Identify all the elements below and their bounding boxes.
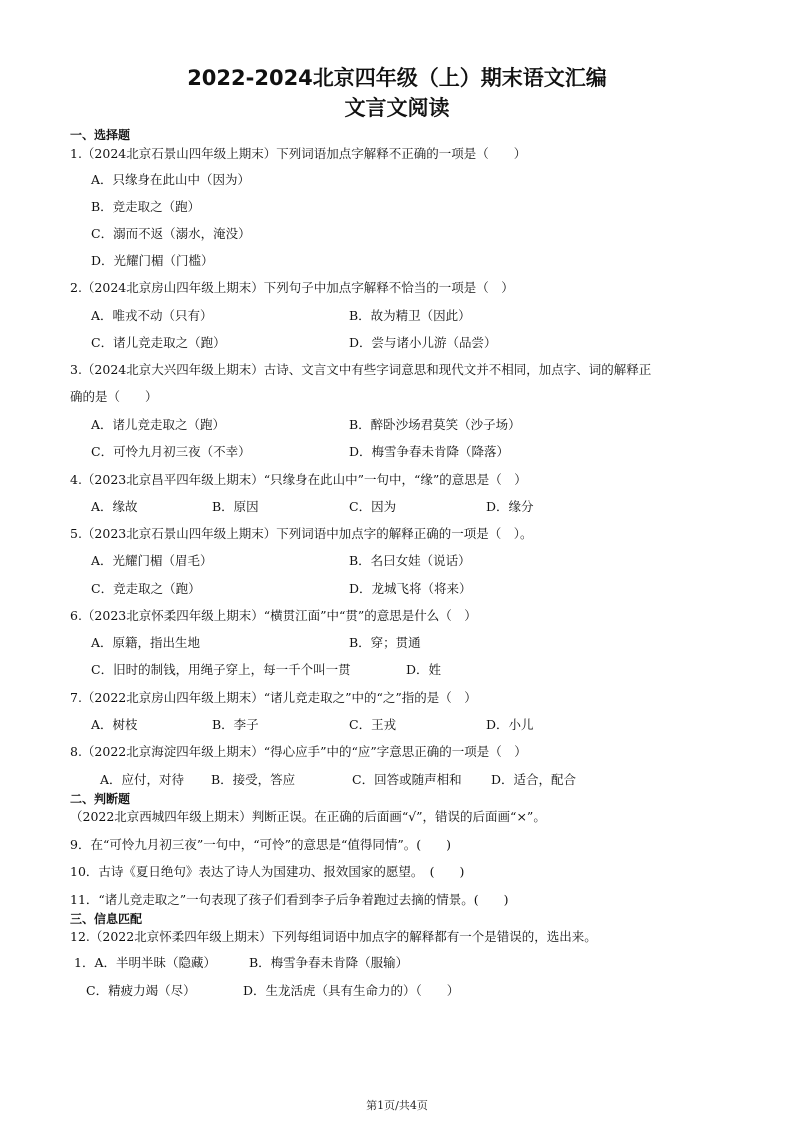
question-7-stem: 7.（2022北京房山四年级上期末）“诸儿竞走取之”中的“之”指的是（ ） <box>70 690 477 705</box>
question-5-option-a: A．光耀门楣（眉毛） <box>91 553 213 568</box>
question-9: 9．在“可怜九月初三夜”一句中，“可怜”的意思是“值得同情”。( ) <box>70 837 452 852</box>
question-12-option-a: 1．A．半明半昧（隐藏） <box>74 955 216 970</box>
question-11: 11．“诸儿竞走取之”一句表现了孩子们看到李子后争着跑过去摘的情景。( ) <box>70 892 509 907</box>
question-4-option-a: A．缘故 <box>91 499 138 514</box>
question-3-option-b: B．醉卧沙场君莫笑（沙子场） <box>349 417 521 432</box>
question-7-option-a: A．树枝 <box>91 717 138 732</box>
question-12-stem: 12.（2022北京怀柔四年级上期末）下列每组词语中加点字的解释都有一个是错误的，选出来。 <box>70 929 597 944</box>
question-4-option-b: B．原因 <box>212 499 259 514</box>
question-8-option-b: B．接受，答应 <box>211 772 296 787</box>
question-4-option-d: D．缘分 <box>486 499 534 514</box>
question-10: 10．古诗《夏日绝句》表达了诗人为国建功、报效国家的愿望。 ( ) <box>70 864 465 879</box>
question-2-option-c: C．诸儿竞走取之（跑） <box>91 335 226 350</box>
page-footer: 第1页/共4页 <box>366 1099 428 1112</box>
question-8-option-d: D．适合，配合 <box>491 772 577 787</box>
section-heading-match: 三、信息匹配 <box>70 912 143 926</box>
question-2-option-a: A．唯戎不动（只有） <box>91 308 213 323</box>
question-3-option-d: D．梅雪争春未肯降（降落） <box>349 444 510 459</box>
question-5-option-d: D．龙城飞将（将来） <box>349 581 472 596</box>
question-3-stem: 3.（2024北京大兴四年级上期末）古诗、文言文中有些字词意思和现代文并不相同，加点字、词的解释正 <box>70 362 652 377</box>
section-heading-choice: 一、选择题 <box>70 128 131 142</box>
question-7-option-b: B．李子 <box>212 717 259 732</box>
question-5-option-b: B．名曰女娃（说话） <box>349 553 471 568</box>
question-5-option-c: C．竞走取之（跑） <box>91 581 201 596</box>
question-3-option-c: C．可怜九月初三夜（不幸） <box>91 444 251 459</box>
question-2-option-b: B．故为精卫（因此） <box>349 308 471 323</box>
question-1-option-b: B．竞走取之（跑） <box>91 199 201 214</box>
question-6-option-d: D．姓 <box>406 662 442 677</box>
question-8-option-c: C．回答或随声相和 <box>352 772 462 787</box>
question-6-option-c: C．旧时的制钱，用绳子穿上，每一千个叫一贯 <box>91 662 351 677</box>
question-4-stem: 4.（2023北京昌平四年级上期末）“只缘身在此山中”一句中，“缘”的意思是（ ） <box>70 472 527 487</box>
question-2-option-d: D．尝与诸小儿游（品尝） <box>349 335 497 350</box>
question-2-stem: 2.（2024北京房山四年级上期末）下列句子中加点字解释不恰当的一项是（ ） <box>70 280 514 295</box>
question-1-option-c: C．溺而不返（溺水，淹没） <box>91 226 251 241</box>
question-8-option-a: A．应付，对待 <box>100 772 185 787</box>
question-1-stem: 1.（2024北京石景山四年级上期末）下列词语加点字解释不正确的一项是（ ） <box>70 146 527 161</box>
question-7-option-d: D．小儿 <box>486 717 534 732</box>
question-1-option-a: A．只缘身在此山中（因为） <box>91 172 251 187</box>
page-title: 2022-2024北京四年级（上）期末语文汇编 <box>187 66 607 90</box>
page-subtitle: 文言文阅读 <box>344 96 450 120</box>
question-8-stem: 8.（2022北京海淀四年级上期末）“得心应手”中的“应”字意思正确的一项是（ ） <box>70 744 527 759</box>
judge-intro: （2022北京西城四年级上期末）判断正误。在正确的后面画“√”，错误的后面画“×”。 <box>70 809 546 824</box>
question-12-option-b: B．梅雪争春未肯降（服输） <box>249 955 409 970</box>
question-6-option-b: B．穿；贯通 <box>349 635 421 650</box>
question-12-option-c: C．精疲力竭（尽） <box>86 983 196 998</box>
question-6-stem: 6.（2023北京怀柔四年级上期末）“横贯江面”中“贯”的意思是什么（ ） <box>70 608 477 623</box>
question-3-stem-cont: 确的是（ ） <box>70 389 158 404</box>
question-3-option-a: A．诸儿竞走取之（跑） <box>91 417 226 432</box>
question-6-option-a: A．原籍，指出生地 <box>91 635 201 650</box>
question-12-option-d: D．生龙活虎（具有生命力的）（ ） <box>243 983 460 998</box>
question-4-option-c: C．因为 <box>349 499 397 514</box>
section-heading-judge: 二、判断题 <box>70 792 131 806</box>
question-1-option-d: D．光耀门楣（门槛） <box>91 253 214 268</box>
question-5-stem: 5.（2023北京石景山四年级上期末）下列词语中加点字的解释正确的一项是（ ）。 <box>70 526 533 541</box>
question-7-option-c: C．王戎 <box>349 717 397 732</box>
